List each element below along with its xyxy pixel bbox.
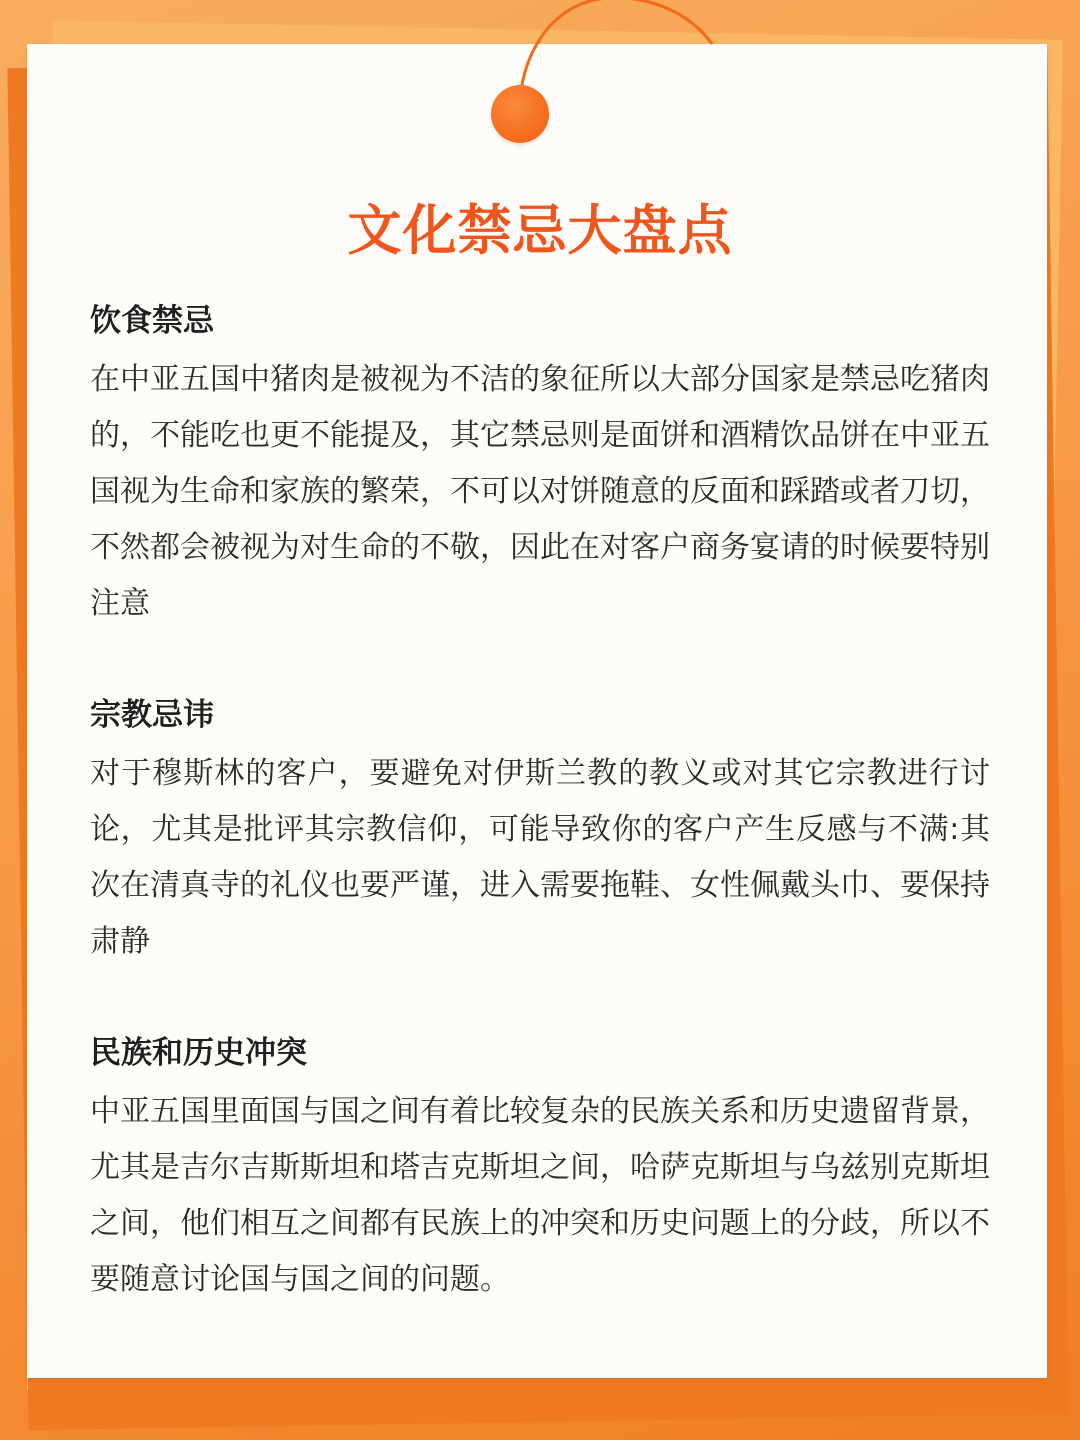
section-religion-taboo: [90, 690, 990, 970]
page-title: 文化禁忌大盘点: [347, 199, 733, 262]
section-heading: 民族和历史冲突: [90, 1035, 307, 1071]
section-body: 对于穆斯林的客户，要避免对伊斯兰教的教义或对其它宗教进行讨论，尤其是批评其宗教信仰，可能导致你的客户产生反感与不满:其次在清真寺的礼仪也要严谨，进入需要拖鞋、女性佩戴头巾、要保持肃静: [90, 756, 990, 959]
section-body: 中亚五国里面国与国之间有着比较复杂的民族关系和历史遗留背景，尤其是吉尔吉斯斯坦和塔吉克斯坦之间，哈萨克斯坦与乌兹别克斯坦之间，他们相互之间都有民族上的冲突和历史问题上的分歧，所以不要随意讨论国与国之间的问题。: [90, 1094, 990, 1297]
section-diet-taboo: [90, 296, 990, 632]
section-body: 在中亚五国中猪肉是被视为不洁的象征所以大部分国家是禁忌吃猪肉的，不能吃也更不能提及，其它禁忌则是面饼和酒精饮品饼在中亚五国视为生命和家族的繁荣，不可以对饼随意的反面和踩踏或者刀切，不然都会被视为对生命的不敬，因此在对客户商务宴请的时候要特别注意: [90, 362, 990, 621]
section-ethnic-history: [90, 1028, 990, 1308]
section-heading: 宗教忌讳: [90, 697, 214, 733]
section-heading: 饮食禁忌: [90, 303, 214, 339]
pin-icon: [491, 85, 549, 143]
